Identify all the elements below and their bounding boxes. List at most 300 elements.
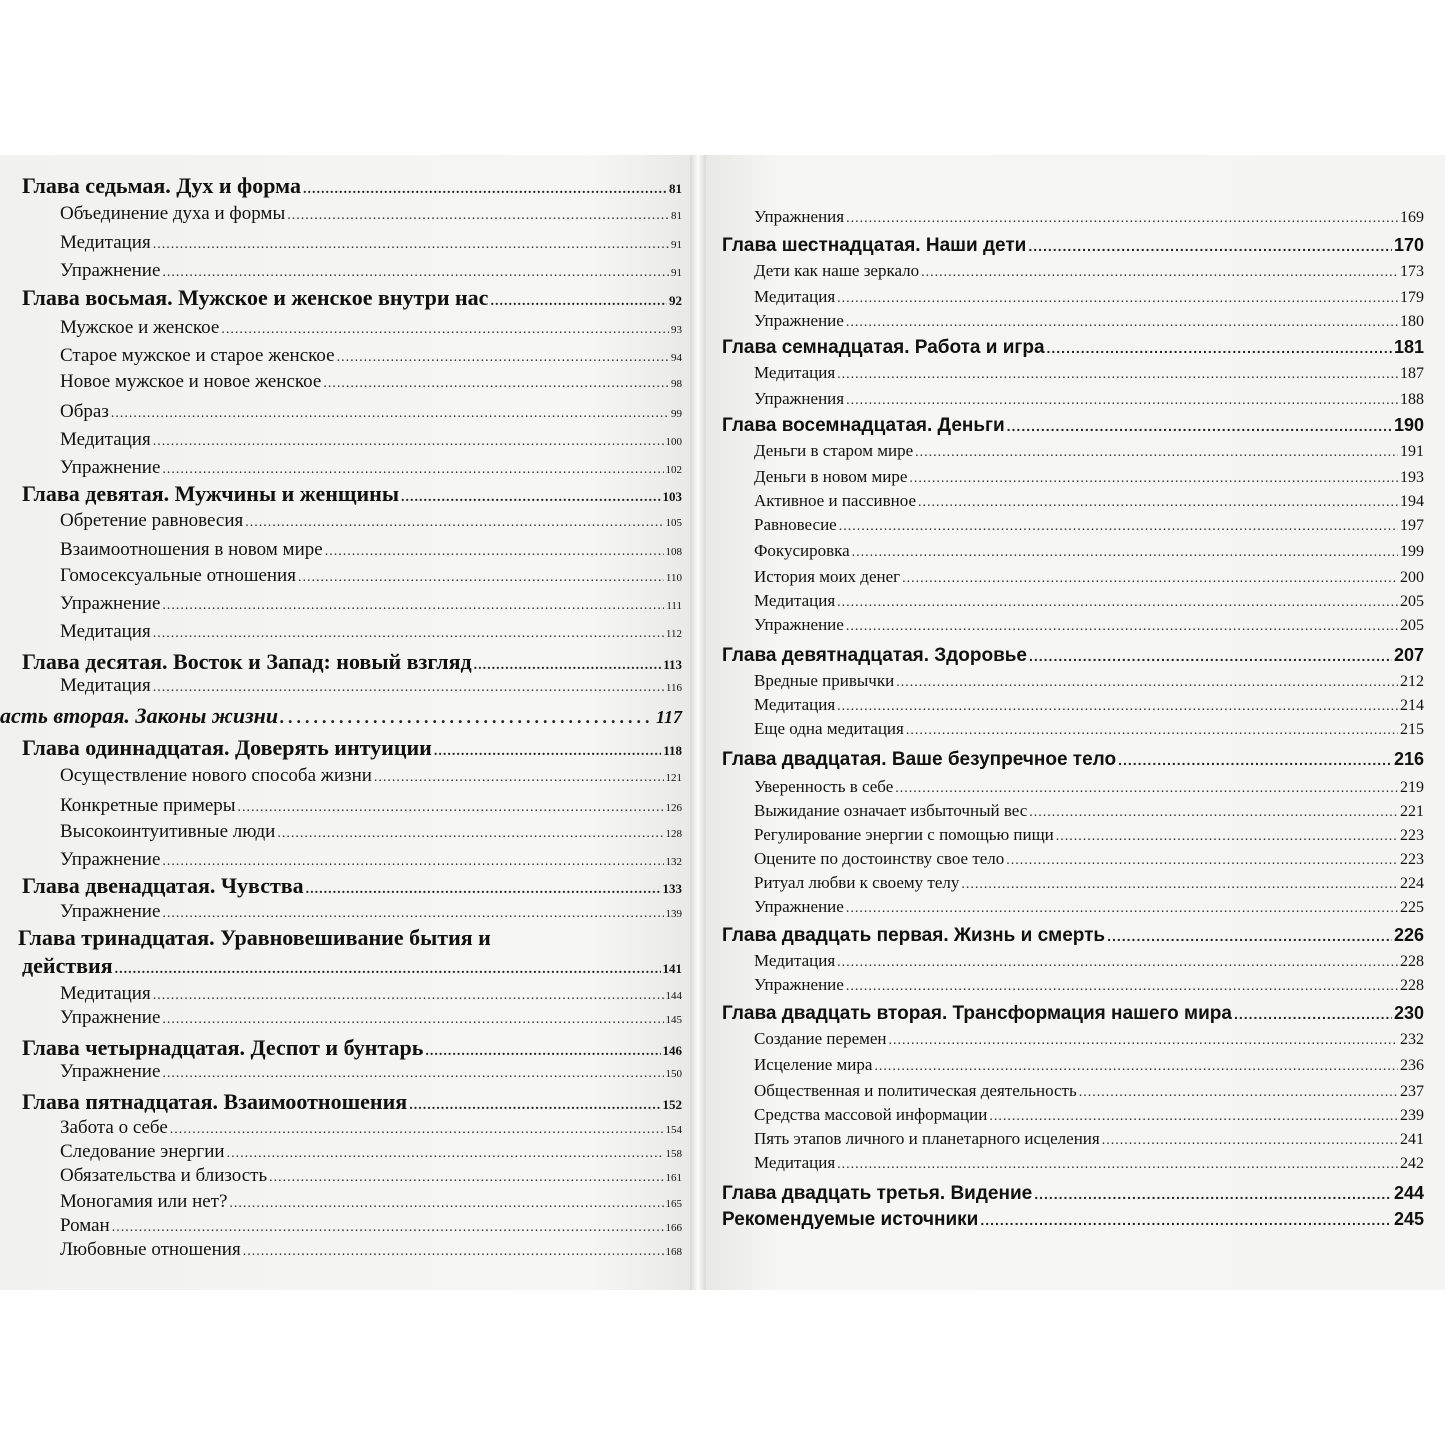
toc-entry-title: Образ bbox=[60, 401, 109, 422]
toc-section-entry[interactable] bbox=[754, 441, 1424, 461]
toc-page-number: 118 bbox=[663, 743, 682, 758]
dot-leader bbox=[303, 182, 667, 198]
toc-page-number: 102 bbox=[665, 464, 682, 476]
toc-section-entry[interactable] bbox=[754, 873, 1424, 893]
toc-section-entry[interactable] bbox=[60, 593, 682, 615]
toc-page-number: 116 bbox=[665, 682, 682, 694]
dot-leader bbox=[846, 211, 1398, 227]
toc-page-number: 214 bbox=[1400, 697, 1424, 714]
dot-leader bbox=[277, 826, 663, 842]
toc-entry-title: Упражнение bbox=[754, 615, 844, 634]
toc-section-entry[interactable] bbox=[60, 1141, 682, 1163]
toc-section-entry[interactable] bbox=[60, 510, 682, 532]
toc-page-number: 207 bbox=[1393, 645, 1424, 665]
dot-leader bbox=[221, 322, 669, 338]
toc-entry-title: Глава седьмая. Дух и форма bbox=[22, 173, 302, 198]
dot-leader bbox=[325, 544, 664, 560]
toc-section-entry[interactable] bbox=[754, 1105, 1424, 1125]
toc-chapter-entry[interactable] bbox=[722, 415, 1424, 437]
dot-leader bbox=[1102, 1133, 1398, 1149]
toc-page-number: 146 bbox=[662, 1043, 682, 1058]
dot-leader bbox=[280, 707, 654, 728]
toc-entry-title: действия bbox=[22, 953, 113, 978]
toc-section-entry[interactable] bbox=[60, 675, 682, 697]
toc-entry-title: Глава двадцатая. Ваше безупречное тело bbox=[722, 749, 1117, 770]
toc-entry-title: Дети как наше зеркало bbox=[754, 261, 920, 280]
dot-leader bbox=[1047, 340, 1392, 356]
toc-page-number: 158 bbox=[665, 1148, 682, 1160]
toc-entry-title: Упражнение bbox=[60, 593, 161, 614]
dot-leader bbox=[153, 988, 664, 1004]
toc-page-number: 181 bbox=[1393, 337, 1424, 357]
toc-page-number: 194 bbox=[1400, 493, 1424, 510]
toc-entry-title: Уверенность в себе bbox=[754, 777, 894, 796]
toc-page-number: 161 bbox=[665, 1172, 682, 1184]
dot-leader bbox=[1107, 928, 1392, 944]
toc-chapter-entry[interactable] bbox=[722, 1209, 1424, 1231]
dot-leader bbox=[837, 291, 1398, 307]
toc-entry-title: Деньги в новом мире bbox=[754, 467, 908, 486]
toc-section-entry[interactable] bbox=[754, 261, 1424, 281]
toc-entry-title: Глава пятнадцатая. Взаимоотношения bbox=[22, 1089, 408, 1114]
toc-section-entry[interactable] bbox=[60, 1007, 682, 1029]
toc-entry-title: Упражнение bbox=[60, 1061, 161, 1082]
toc-page-number: 205 bbox=[1400, 617, 1424, 634]
toc-section-entry[interactable] bbox=[60, 621, 682, 643]
toc-entry-title: Упражнение bbox=[754, 311, 844, 330]
dot-leader bbox=[162, 906, 663, 922]
toc-section-entry[interactable] bbox=[754, 825, 1424, 845]
toc-section-entry[interactable] bbox=[754, 1055, 1424, 1075]
dot-leader bbox=[839, 519, 1398, 535]
toc-entry-title: Упражнение bbox=[60, 260, 161, 281]
dot-leader bbox=[915, 445, 1398, 461]
dot-leader bbox=[1006, 853, 1398, 869]
dot-leader bbox=[162, 265, 669, 281]
toc-entry-title: Глава четырнадцатая. Деспот и бунтарь bbox=[22, 1035, 424, 1060]
toc-section-entry[interactable] bbox=[754, 695, 1424, 715]
toc-entry-title: Медитация bbox=[60, 983, 151, 1004]
toc-section-entry[interactable] bbox=[754, 567, 1424, 587]
toc-entry-title: Медитация bbox=[754, 695, 836, 714]
toc-page-number: 200 bbox=[1400, 569, 1424, 586]
dot-leader bbox=[989, 1109, 1398, 1125]
toc-chapter-entry[interactable] bbox=[722, 925, 1424, 947]
dot-leader bbox=[153, 237, 669, 253]
dot-leader bbox=[162, 462, 663, 478]
toc-chapter-entry[interactable] bbox=[722, 235, 1424, 257]
toc-page-number: 187 bbox=[1400, 365, 1424, 382]
toc-entry-title: Глава двадцать вторая. Трансформация нашего мира bbox=[722, 1003, 1232, 1024]
dot-leader bbox=[846, 393, 1398, 409]
toc-section-entry[interactable] bbox=[60, 260, 682, 282]
toc-section-entry[interactable] bbox=[60, 317, 682, 339]
toc-chapter-entry[interactable] bbox=[722, 1183, 1424, 1205]
toc-section-entry[interactable] bbox=[754, 975, 1424, 995]
toc-page-number: 111 bbox=[666, 600, 682, 612]
dot-leader bbox=[896, 675, 1398, 691]
toc-page-number: 128 bbox=[665, 828, 682, 840]
toc-entry-title: Глава восьмая. Мужское и женское внутри нас bbox=[22, 285, 489, 310]
toc-page-number: 223 bbox=[1400, 827, 1424, 844]
toc-page-number: 242 bbox=[1400, 1155, 1424, 1172]
dot-leader bbox=[162, 1012, 663, 1028]
toc-entry-title: Гомосексуальные отношения bbox=[60, 565, 296, 586]
toc-page-number: 190 bbox=[1393, 415, 1424, 435]
toc-section-entry[interactable] bbox=[60, 821, 682, 843]
dot-leader bbox=[1007, 418, 1392, 434]
toc-section-entry[interactable] bbox=[60, 401, 682, 423]
toc-entry-title: Еще одна медитация bbox=[754, 719, 904, 738]
toc-section-entry[interactable] bbox=[60, 1165, 682, 1187]
toc-entry-title: Глава семнадцатая. Работа и игра bbox=[722, 337, 1045, 358]
toc-page-number: 126 bbox=[665, 802, 682, 814]
toc-page-number: 223 bbox=[1400, 851, 1424, 868]
toc-section-entry[interactable] bbox=[754, 777, 1424, 797]
toc-chapter-entry[interactable] bbox=[722, 1003, 1424, 1025]
toc-entry-title: асть вторая. Законы жизни bbox=[0, 703, 279, 728]
toc-page-number: 199 bbox=[1400, 543, 1424, 560]
dot-leader bbox=[409, 1098, 660, 1114]
toc-section-entry[interactable] bbox=[754, 801, 1424, 821]
toc-entry-title: Мужское и женское bbox=[60, 317, 220, 338]
toc-entry-title: Медитация bbox=[60, 429, 151, 450]
toc-page-number: 241 bbox=[1400, 1131, 1424, 1148]
dot-leader bbox=[162, 1066, 663, 1082]
toc-entry-title: Старое мужское и старое женское bbox=[60, 345, 335, 366]
toc-section-entry[interactable] bbox=[754, 671, 1424, 691]
dot-leader bbox=[1029, 805, 1398, 821]
dot-leader bbox=[298, 570, 664, 586]
dot-leader bbox=[111, 406, 669, 422]
dot-leader bbox=[921, 265, 1398, 281]
toc-entry-title: Следование энергии bbox=[60, 1141, 225, 1162]
toc-entry-title: Осуществление нового способа жизни bbox=[60, 765, 372, 786]
toc-section-entry[interactable] bbox=[754, 541, 1424, 561]
toc-section-entry[interactable] bbox=[754, 951, 1424, 971]
toc-section-entry[interactable] bbox=[754, 591, 1424, 611]
toc-entry-title: Фокусировка bbox=[754, 541, 850, 560]
dot-leader bbox=[837, 595, 1398, 611]
toc-page-number: 212 bbox=[1400, 673, 1424, 690]
toc-entry-title: Глава восемнадцатая. Деньги bbox=[722, 415, 1005, 436]
toc-chapter-entry[interactable] bbox=[22, 1089, 682, 1115]
toc-chapter-entry[interactable] bbox=[722, 337, 1424, 359]
dot-leader bbox=[425, 1044, 660, 1060]
toc-entry-title: Взаимоотношения в новом мире bbox=[60, 539, 323, 560]
toc-page-number: 150 bbox=[665, 1068, 682, 1080]
left-page bbox=[0, 155, 690, 1290]
dot-leader bbox=[961, 877, 1398, 893]
toc-page-number: 205 bbox=[1400, 593, 1424, 610]
toc-page-number: 113 bbox=[663, 657, 682, 672]
toc-entry-title: Моногамия или нет? bbox=[60, 1191, 228, 1212]
toc-entry-title: Роман bbox=[60, 1215, 110, 1236]
toc-part-entry[interactable] bbox=[0, 703, 682, 729]
toc-page-number: 108 bbox=[665, 546, 682, 558]
toc-section-entry[interactable] bbox=[754, 363, 1424, 383]
toc-entry-title: Глава девятая. Мужчины и женщины bbox=[22, 481, 400, 506]
dot-leader bbox=[374, 770, 664, 786]
toc-page-number: 245 bbox=[1393, 1209, 1424, 1229]
dot-leader bbox=[1029, 648, 1392, 664]
toc-entry-title: Конкретные примеры bbox=[60, 795, 236, 816]
toc-chapter-entry[interactable] bbox=[22, 953, 682, 979]
dot-leader bbox=[434, 744, 661, 760]
toc-entry-title: Упражнение bbox=[60, 457, 161, 478]
dot-leader bbox=[846, 619, 1398, 635]
toc-page-number: 154 bbox=[665, 1124, 682, 1136]
toc-entry-title: Медитация bbox=[754, 287, 836, 306]
toc-section-entry[interactable] bbox=[60, 371, 682, 393]
dot-leader bbox=[287, 208, 669, 224]
toc-section-entry[interactable] bbox=[754, 207, 1424, 227]
toc-chapter-entry[interactable] bbox=[22, 173, 682, 199]
dot-leader bbox=[245, 515, 663, 531]
dot-leader bbox=[474, 658, 662, 674]
toc-page-number: 237 bbox=[1400, 1083, 1424, 1100]
toc-entry-title: Упражнение bbox=[754, 897, 844, 916]
toc-entry-title: Упражнения bbox=[754, 389, 845, 408]
toc-entry-title: Упражнение bbox=[60, 901, 161, 922]
toc-entry-title: Регулирование энергии с помощью пищи bbox=[754, 825, 1054, 844]
toc-chapter-entry[interactable] bbox=[22, 873, 682, 899]
dot-leader bbox=[170, 1122, 664, 1138]
toc-page-number: 141 bbox=[662, 961, 682, 976]
toc-entry-title: Глава девятнадцатая. Здоровье bbox=[722, 645, 1027, 666]
toc-entry-title: Рекомендуемые источники bbox=[722, 1209, 979, 1230]
toc-chapter-title: Глава тринадцатая. Уравновешивание бытия и bbox=[18, 925, 491, 950]
toc-page-number: 91 bbox=[671, 267, 682, 279]
toc-section-entry[interactable] bbox=[60, 1215, 682, 1237]
dot-leader bbox=[837, 699, 1398, 715]
toc-entry-title: Упражнения bbox=[754, 207, 845, 226]
toc-page-number: 81 bbox=[671, 210, 682, 222]
dot-leader bbox=[112, 1220, 664, 1236]
toc-section-entry[interactable] bbox=[754, 849, 1424, 869]
toc-page-number: 168 bbox=[665, 1246, 682, 1258]
toc-page-number: 103 bbox=[662, 489, 682, 504]
toc-section-entry[interactable] bbox=[754, 1029, 1424, 1049]
toc-page-number: 144 bbox=[665, 990, 682, 1002]
toc-chapter-entry[interactable] bbox=[22, 735, 682, 761]
toc-page-number: 221 bbox=[1400, 803, 1424, 820]
toc-section-entry[interactable] bbox=[754, 1153, 1424, 1173]
toc-chapter-entry[interactable] bbox=[722, 645, 1424, 667]
toc-chapter-entry[interactable] bbox=[22, 285, 682, 311]
toc-entry-title: Забота о себе bbox=[60, 1117, 168, 1138]
toc-page-number: 112 bbox=[665, 628, 682, 640]
toc-page-number: 197 bbox=[1400, 517, 1424, 534]
toc-page-number: 226 bbox=[1393, 925, 1424, 945]
toc-page-number: 117 bbox=[655, 707, 682, 727]
dot-leader bbox=[238, 800, 664, 816]
toc-section-entry[interactable] bbox=[60, 1191, 682, 1213]
dot-leader bbox=[269, 1170, 663, 1186]
toc-entry-title: Объединение духа и формы bbox=[60, 203, 286, 224]
toc-entry-title: Оцените по достоинству свое тело bbox=[754, 849, 1005, 868]
book-gutter bbox=[690, 155, 706, 1290]
toc-entry-title: Ритуал любви к своему телу bbox=[754, 873, 960, 892]
toc-entry-title: Глава десятая. Восток и Запад: новый взгляд bbox=[22, 649, 472, 674]
toc-page-number: 191 bbox=[1400, 443, 1424, 460]
toc-page-number: 232 bbox=[1400, 1031, 1424, 1048]
dot-leader bbox=[889, 1033, 1398, 1049]
toc-page-number: 239 bbox=[1400, 1107, 1424, 1124]
toc-section-entry[interactable] bbox=[754, 897, 1424, 917]
dot-leader bbox=[874, 1059, 1398, 1075]
toc-page-number: 139 bbox=[665, 908, 682, 920]
toc-section-entry[interactable] bbox=[754, 467, 1424, 487]
toc-section-entry[interactable] bbox=[754, 389, 1424, 409]
toc-page-number: 100 bbox=[665, 436, 682, 448]
toc-section-entry[interactable] bbox=[60, 539, 682, 561]
toc-page-number: 133 bbox=[662, 881, 682, 896]
dot-leader bbox=[162, 598, 664, 614]
dot-leader bbox=[153, 626, 664, 642]
toc-page-number: 228 bbox=[1400, 953, 1424, 970]
toc-section-entry[interactable] bbox=[754, 491, 1424, 511]
toc-entry-title: Медитация bbox=[60, 232, 151, 253]
toc-section-entry[interactable] bbox=[754, 1129, 1424, 1149]
toc-section-entry[interactable] bbox=[754, 515, 1424, 535]
dot-leader bbox=[837, 1157, 1398, 1173]
toc-entry-title: Медитация bbox=[754, 363, 836, 382]
dot-leader bbox=[337, 350, 669, 366]
toc-page-number: 93 bbox=[671, 324, 682, 336]
dot-leader bbox=[846, 979, 1398, 995]
toc-section-entry[interactable] bbox=[60, 901, 682, 923]
toc-page-number: 228 bbox=[1400, 977, 1424, 994]
toc-page-number: 225 bbox=[1400, 899, 1424, 916]
dot-leader bbox=[162, 854, 663, 870]
toc-page-number: 193 bbox=[1400, 469, 1424, 486]
toc-page-number: 81 bbox=[669, 181, 682, 196]
dot-leader bbox=[902, 571, 1398, 587]
toc-section-entry[interactable] bbox=[754, 311, 1424, 331]
toc-entry-title: Равновесие bbox=[754, 515, 837, 534]
toc-page-number: 230 bbox=[1393, 1003, 1424, 1023]
toc-page-number: 165 bbox=[665, 1198, 682, 1210]
toc-section-entry[interactable] bbox=[60, 983, 682, 1005]
toc-section-entry[interactable] bbox=[60, 203, 682, 225]
toc-entry-title: История моих денег bbox=[754, 567, 901, 586]
toc-entry-title: Медитация bbox=[60, 675, 151, 696]
right-page bbox=[706, 155, 1445, 1290]
toc-chapter-entry[interactable] bbox=[22, 1035, 682, 1061]
toc-section-entry[interactable] bbox=[60, 345, 682, 367]
toc-entry-title: Вредные привычки bbox=[754, 671, 895, 690]
dot-leader bbox=[1028, 238, 1392, 254]
toc-section-entry[interactable] bbox=[754, 719, 1424, 739]
toc-entry-title: Любовные отношения bbox=[60, 1239, 241, 1260]
toc-section-entry[interactable] bbox=[60, 765, 682, 787]
dot-leader bbox=[490, 294, 667, 310]
toc-chapter-entry[interactable] bbox=[722, 749, 1424, 771]
toc-section-entry[interactable] bbox=[60, 1061, 682, 1083]
toc-entry-title: Средства массовой информации bbox=[754, 1105, 988, 1124]
toc-entry-title: Глава одиннадцатая. Доверять интуиции bbox=[22, 735, 432, 760]
toc-section-entry[interactable] bbox=[754, 287, 1424, 307]
toc-section-entry[interactable] bbox=[60, 1239, 682, 1261]
toc-entry-title: Создание перемен bbox=[754, 1029, 887, 1048]
toc-section-entry[interactable] bbox=[60, 1117, 682, 1139]
toc-entry-title: Медитация bbox=[754, 951, 836, 970]
dot-leader bbox=[906, 723, 1398, 739]
toc-page-number: 110 bbox=[665, 572, 682, 584]
toc-page-number: 173 bbox=[1400, 263, 1424, 280]
dot-leader bbox=[1034, 1186, 1392, 1202]
toc-entry-title: Медитация bbox=[754, 591, 836, 610]
toc-entry-title: Деньги в старом мире bbox=[754, 441, 914, 460]
dot-leader bbox=[895, 781, 1398, 797]
toc-page-number: 105 bbox=[665, 517, 682, 529]
dot-leader bbox=[1234, 1006, 1392, 1022]
toc-section-entry[interactable] bbox=[60, 795, 682, 817]
toc-entry-title: Выжидание означает избыточный вес bbox=[754, 801, 1028, 820]
dot-leader bbox=[918, 495, 1398, 511]
toc-page-number: 169 bbox=[1400, 209, 1424, 226]
toc-page-number: 94 bbox=[671, 352, 682, 364]
toc-entry-title: Обязательства и близость bbox=[60, 1165, 268, 1186]
toc-page-number: 145 bbox=[665, 1014, 682, 1026]
dot-leader bbox=[909, 471, 1398, 487]
toc-entry-title: Общественная и политическая деятельность bbox=[754, 1081, 1077, 1100]
dot-leader bbox=[153, 680, 664, 696]
toc-section-entry[interactable] bbox=[754, 615, 1424, 635]
toc-entry-title: Медитация bbox=[754, 1153, 836, 1172]
dot-leader bbox=[229, 1196, 663, 1212]
toc-entry-title: Медитация bbox=[60, 621, 151, 642]
dot-leader bbox=[1118, 752, 1392, 768]
dot-leader bbox=[243, 1244, 664, 1260]
toc-chapter-entry[interactable] bbox=[22, 649, 682, 675]
toc-page-number: 170 bbox=[1393, 235, 1424, 255]
toc-entry-title: Упражнение bbox=[60, 849, 161, 870]
toc-page-number: 166 bbox=[665, 1222, 682, 1234]
dot-leader bbox=[323, 376, 669, 392]
toc-section-entry[interactable] bbox=[60, 429, 682, 451]
toc-page-number: 98 bbox=[671, 378, 682, 390]
toc-page-number: 219 bbox=[1400, 779, 1424, 796]
toc-section-entry[interactable] bbox=[60, 565, 682, 587]
toc-chapter-entry[interactable] bbox=[22, 481, 682, 507]
toc-section-entry[interactable] bbox=[60, 457, 682, 479]
dot-leader bbox=[980, 1212, 1392, 1228]
toc-section-entry[interactable] bbox=[60, 849, 682, 871]
toc-section-entry[interactable] bbox=[754, 1081, 1424, 1101]
dot-leader bbox=[227, 1146, 664, 1162]
toc-page-number: 152 bbox=[662, 1097, 682, 1112]
toc-entry-title: Упражнение bbox=[754, 975, 844, 994]
dot-leader bbox=[115, 962, 661, 978]
toc-entry-title: Пять этапов личного и планетарного исцеления bbox=[754, 1129, 1100, 1148]
toc-page-number: 121 bbox=[665, 772, 682, 784]
toc-page-number: 215 bbox=[1400, 721, 1424, 738]
toc-page-number: 91 bbox=[671, 239, 682, 251]
dot-leader bbox=[1056, 829, 1398, 845]
toc-page-number: 99 bbox=[671, 408, 682, 420]
toc-page-number: 132 bbox=[665, 856, 682, 868]
dot-leader bbox=[401, 490, 660, 506]
toc-page-number: 236 bbox=[1400, 1057, 1424, 1074]
dot-leader bbox=[837, 367, 1398, 383]
toc-entry-title: Высокоинтуитивные люди bbox=[60, 821, 276, 842]
toc-page-number: 180 bbox=[1400, 313, 1424, 330]
toc-entry-title: Глава двенадцатая. Чувства bbox=[22, 873, 304, 898]
toc-section-entry[interactable] bbox=[60, 232, 682, 254]
dot-leader bbox=[153, 434, 664, 450]
